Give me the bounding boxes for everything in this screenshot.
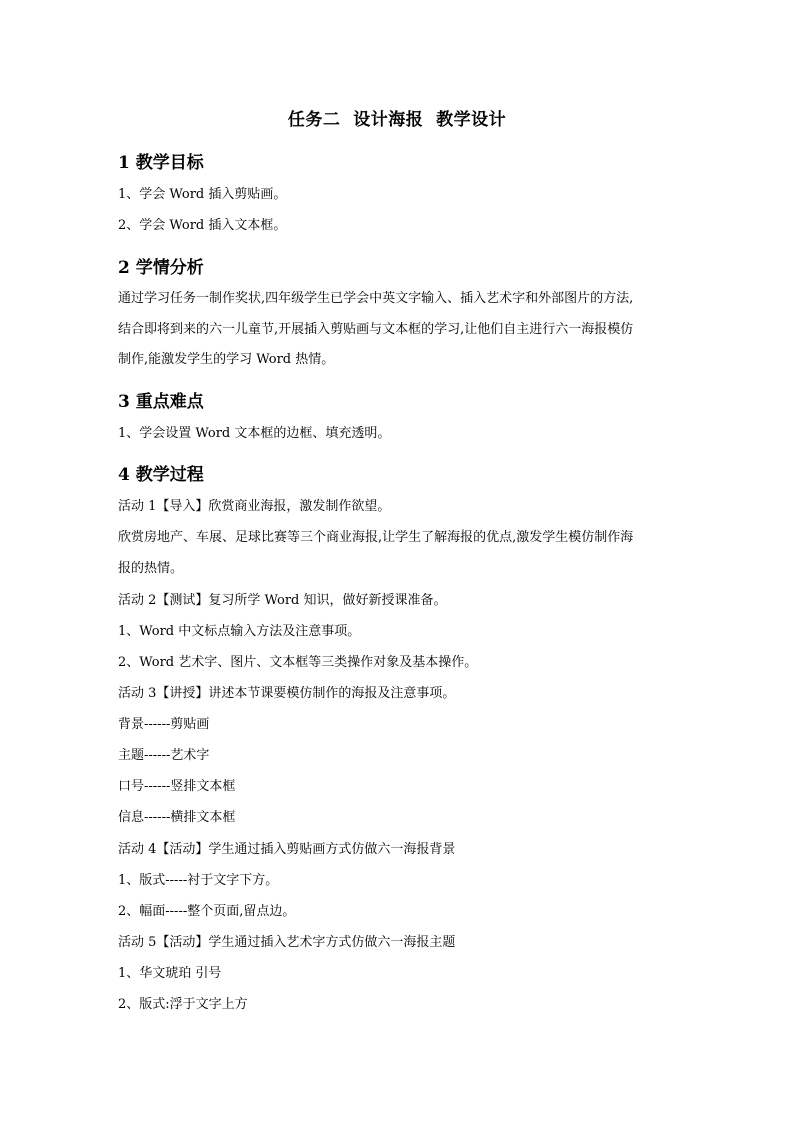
objective-line-1: 1、学会 Word 插入剪贴画。 <box>118 187 287 202</box>
analysis-line-3: 制作,能激发学生的学习 Word 热情。 <box>118 352 335 367</box>
analysis-line-1: 通过学习任务一制作奖状,四年级学生已学会中英文字输入、插入艺术字和外部图片的方法, <box>118 291 634 306</box>
process-line-5: 1、Word 中文标点输入方法及注意事项。 <box>118 624 361 639</box>
process-line-3: 报的热情。 <box>118 561 184 576</box>
process-line-17: 2、版式:浮于文字上方 <box>118 997 248 1012</box>
process-line-10: 口号------竖排文本框 <box>118 779 236 794</box>
process-line-8: 背景------剪贴画 <box>118 717 210 732</box>
document-title: 任务二 设计海报 教学设计 <box>287 110 507 130</box>
analysis-line-2: 结合即将到来的六一儿童节,开展插入剪贴画与文本框的学习,让他们自主进行六一海报模仿 <box>118 321 634 337</box>
process-line-13: 1、版式-----衬于文字下方。 <box>118 873 279 888</box>
process-line-11: 信息------横排文本框 <box>118 810 236 825</box>
process-line-12: 活动 4【活动】学生通过插入剪贴画方式仿做六一海报背景 <box>118 842 456 857</box>
process-line-1: 活动 1【导入】欣赏商业海报，激发制作欲望。 <box>118 499 391 514</box>
section-heading-analysis: 2 学情分析 <box>118 258 204 278</box>
section-heading-key-points: 3 重点难点 <box>118 392 204 412</box>
process-line-9: 主题------艺术字 <box>118 748 210 763</box>
section-heading-objectives: 1 教学目标 <box>118 153 204 173</box>
objective-line-2: 2、学会 Word 插入文本框。 <box>118 218 287 233</box>
process-line-6: 2、Word 艺术字、图片、文本框等三类操作对象及基本操作。 <box>118 655 478 670</box>
process-line-2: 欣赏房地产、车展、足球比赛等三个商业海报,让学生了解海报的优点,激发学生模仿制作海 <box>118 530 634 545</box>
process-line-14: 2、幅面-----整个页面,留点边。 <box>118 904 296 919</box>
analysis-paragraph <box>118 284 678 376</box>
process-line-4: 活动 2【测试】复习所学 Word 知识，做好新授课准备。 <box>118 593 447 608</box>
process-line-16: 1、华文琥珀 引号 <box>118 966 222 981</box>
section-heading-process: 4 教学过程 <box>118 465 204 485</box>
process-line-15: 活动 5【活动】学生通过插入艺术字方式仿做六一海报主题 <box>118 935 456 950</box>
process-line-7: 活动 3【讲授】讲述本节课要模仿制作的海报及注意事项。 <box>118 686 456 701</box>
key-point-line-1: 1、学会设置 Word 文本框的边框、填充透明。 <box>118 426 391 441</box>
